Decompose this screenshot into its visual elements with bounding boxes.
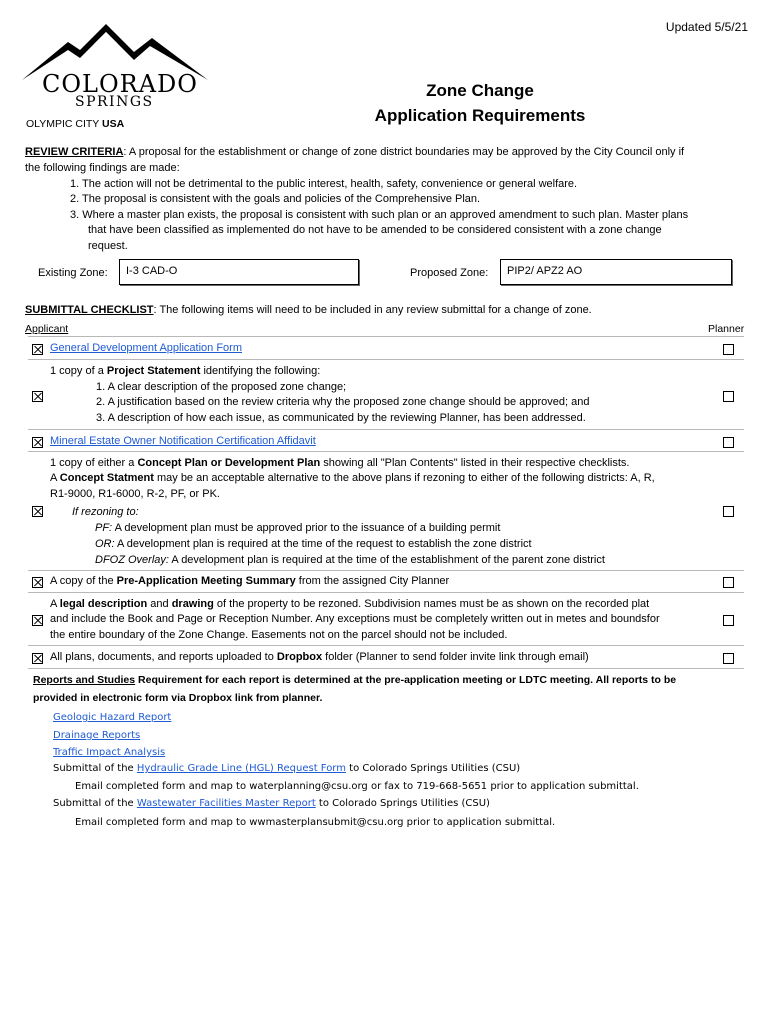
applicant-checkbox-2[interactable] (32, 391, 43, 402)
existing-zone-label: Existing Zone: (38, 267, 108, 279)
hgl-submittal-text: Submittal of the Hydraulic Grade Line (HGL) Request Form to Colorado Springs Utilities (CSU) (53, 763, 521, 774)
or-rule: OR: A development plan is required at the time of the request to establish the zone district (95, 538, 532, 550)
dfoz-rule: DFOZ Overlay: A development plan is required at the time of the establishment of the parent zone district (95, 554, 605, 566)
planner-checkbox-1[interactable] (723, 344, 734, 355)
separator (28, 645, 744, 646)
page-title: Zone Change Application Requirements (374, 81, 586, 125)
applicant-checkbox-3[interactable] (32, 437, 43, 448)
planner-column-header: Planner (708, 323, 745, 335)
submittal-checklist-intro: SUBMITTAL CHECKLIST: The following items will need to be included in any review submittal for a change of zone. (25, 304, 592, 316)
review-item-1: 1. The action will not be detrimental to the public interest, health, safety, convenience or general welfare. (70, 178, 578, 190)
planner-checkbox-6[interactable] (723, 615, 734, 626)
general-development-application-link[interactable]: General Development Application Form (50, 342, 242, 354)
planner-checkbox-4[interactable] (723, 506, 734, 517)
logo-springs-text: SPRINGS (75, 94, 154, 110)
review-item-3-cont: that have been classified as implemented do not have to be amended to be considered consistent with a zone change (88, 224, 662, 236)
legal-description-text-1: A legal description and drawing of the property to be rezoned. Subdivision names must be as shown on the recorded plat (50, 598, 650, 610)
reports-intro-1: Reports and Studies Requirement for each report is determined at the pre-application meeting or LDTC meeting. All reports to be (33, 674, 677, 686)
if-rezoning-label: If rezoning to: (72, 506, 139, 518)
separator (28, 668, 744, 669)
separator (28, 570, 744, 571)
legal-description-text-2: and include the Book and Page or Reception Number. Any exceptions must be completely written out in metes and boundsfor (50, 613, 660, 625)
separator (28, 451, 744, 452)
existing-zone-field[interactable]: I-3 CAD-O (119, 259, 359, 285)
separator (28, 592, 744, 593)
project-statement-sub-3: 3. A description of how each issue, as communicated by the reviewing Planner, has been addressed. (96, 412, 586, 424)
colorado-springs-logo (22, 22, 212, 132)
applicant-checkbox-1[interactable] (32, 344, 43, 355)
separator (28, 429, 744, 430)
hgl-request-form-link[interactable]: Hydraulic Grade Line (HGL) Request Form (136, 763, 346, 774)
review-item-3-cont-2: request. (88, 240, 128, 252)
mineral-estate-affidavit-link[interactable]: Mineral Estate Owner Notification Certification Affidavit (50, 435, 316, 447)
proposed-zone-field[interactable]: PIP2/ APZ2 AO (500, 259, 732, 285)
separator (28, 359, 744, 360)
pf-rule: PF: A development plan must be approved prior to the issuance of a building permit (95, 522, 501, 534)
wastewater-master-report-link[interactable]: Wastewater Facilities Master Report (136, 798, 316, 809)
project-statement-text: 1 copy of a Project Statement identifying the following: (50, 365, 321, 377)
applicant-column-header: Applicant (25, 323, 69, 335)
pre-application-summary-text: A copy of the Pre-Application Meeting Summary from the assigned City Planner (50, 575, 450, 587)
separator (28, 336, 744, 337)
project-statement-sub-2: 2. A justification based on the review criteria why the proposed zone change should be approved; and (96, 396, 590, 408)
project-statement-sub-1: 1. A clear description of the proposed zone change; (96, 381, 347, 393)
traffic-impact-analysis-link[interactable]: Traffic Impact Analysis (53, 747, 166, 758)
concept-plan-text-3: R1-9000, R1-6000, R-2, PF, or PK. (50, 488, 220, 500)
review-criteria-intro: REVIEW CRITERIA: A proposal for the establishment or change of zone district boundaries may be approved by the City Council only if (25, 146, 685, 158)
review-criteria-intro-2: the following findings are made: (25, 162, 180, 174)
review-item-2: 2. The proposal is consistent with the goals and policies of the Comprehensive Plan. (70, 193, 481, 205)
wastewater-submittal-text: Submittal of the Wastewater Facilities Master Report to Colorado Springs Utilities (CSU) (53, 798, 490, 809)
applicant-checkbox-6[interactable] (32, 615, 43, 626)
updated-date: Updated 5/5/21 (665, 20, 748, 34)
geologic-hazard-report-link[interactable]: Geologic Hazard Report (53, 712, 172, 723)
applicant-checkbox-7[interactable] (32, 653, 43, 664)
logo-olympic-text: OLYMPIC CITY USA (26, 118, 125, 130)
dropbox-upload-text: All plans, documents, and reports uploaded to Dropbox folder (Planner to send folder invite link through email) (50, 651, 589, 663)
wastewater-email-instruction: Email completed form and map to wwmasterplansubmit@csu.org prior to application submittal. (75, 817, 556, 828)
legal-description-text-3: the entire boundary of the Zone Change. Easements not on the parcel should not be included. (50, 629, 508, 641)
concept-plan-text-1: 1 copy of either a Concept Plan or Development Plan showing all "Plan Contents" listed in their respective checklists. (50, 457, 630, 469)
proposed-zone-label: Proposed Zone: (410, 267, 489, 279)
drainage-reports-link[interactable]: Drainage Reports (53, 730, 141, 741)
planner-checkbox-5[interactable] (723, 577, 734, 588)
reports-intro-2: provided in electronic form via Dropbox link from planner. (33, 692, 323, 704)
applicant-checkbox-4[interactable] (32, 506, 43, 517)
applicant-checkbox-5[interactable] (32, 577, 43, 588)
planner-checkbox-3[interactable] (723, 437, 734, 448)
logo-colorado-text: COLORADO (42, 70, 198, 98)
planner-checkbox-2[interactable] (723, 391, 734, 402)
concept-plan-text-2: A Concept Statment may be an acceptable alternative to the above plans if rezoning to either of the following districts: A, R, (50, 472, 655, 484)
planner-checkbox-7[interactable] (723, 653, 734, 664)
review-item-3: 3. Where a master plan exists, the proposal is consistent with such plan or an approved amendment to such plan. Master plans (70, 209, 689, 221)
hgl-email-instruction: Email completed form and map to waterplanning@csu.org or fax to 719-668-5651 prior to application submittal. (75, 781, 639, 792)
